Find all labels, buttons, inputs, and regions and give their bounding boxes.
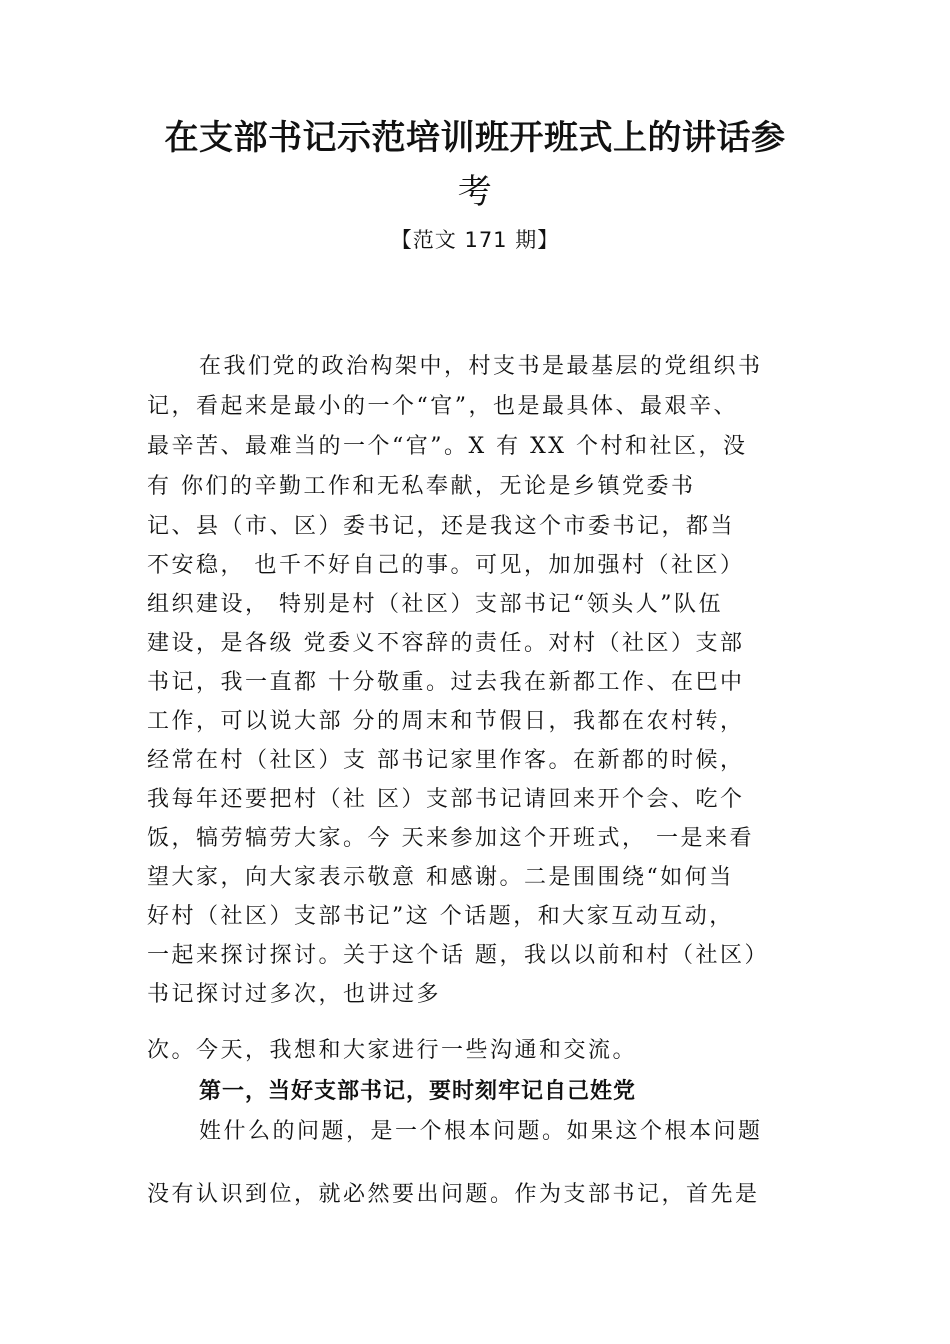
section-heading: 第一，当好支部书记，要时刻牢记自己姓党	[199, 1079, 637, 1104]
body-line: 有 你们的辛勤工作和无私奉献，无论是乡镇党委书	[147, 474, 696, 499]
body-line: 记、县（市、区）委书记，还是我这个市委书记，都当	[147, 514, 736, 539]
document-title-line-1: 在支部书记示范培训班开班式上的讲话参	[164, 118, 786, 158]
body-line: 好村（社区）支部书记”这 个话题，和大家互动互动，	[147, 904, 734, 929]
body-line: 书记探讨过多次，也讲过多	[147, 982, 442, 1007]
body-line: 建设，是各级 党委义不容辞的责任。对村（社区）支部	[147, 631, 745, 656]
body-line: 经常在村（社区）支 部书记家里作客。在新都的时候，	[147, 748, 745, 773]
body-line: 姓什么的问题，是一个根本问题。如果这个根本问题	[199, 1119, 763, 1144]
body-line: 饭，犒劳犒劳大家。今 天来参加这个开班式， 一是来看	[147, 826, 754, 851]
body-line: 望大家，向大家表示敬意 和感谢。二是围围绕“如何当	[147, 865, 734, 890]
body-line: 记，看起来是最小的一个“官”，也是最具体、最艰辛、	[147, 394, 738, 419]
body-line: 不安稳， 也千不好自己的事。可见，加加强村（社区）	[147, 553, 745, 578]
body-line: 次。今天，我想和大家进行一些沟通和交流。	[147, 1038, 638, 1063]
document-title-line-2: 考	[457, 172, 493, 212]
body-line: 在我们党的政治构架中，村支书是最基层的党组织书	[199, 354, 763, 379]
body-line: 组织建设， 特别是村（社区）支部书记“领头人”队伍	[147, 592, 723, 617]
body-line: 书记，我一直都 十分敬重。过去我在新都工作、在巴中	[147, 670, 745, 695]
body-line: 最辛苦、最难当的一个“官”。X 有 XX 个村和社区，没	[147, 434, 748, 459]
body-line: 没有认识到位，就必然要出问题。作为支部书记，首先是	[147, 1182, 760, 1207]
body-line: 工作，可以说大部 分的周末和节假日，我都在农村转，	[147, 709, 745, 734]
body-line: 一起来探讨探讨。关于这个话 题，我以以前和村（社区）	[147, 943, 769, 968]
body-line: 我每年还要把村（社 区）支部书记请回来开个会、吃个	[147, 787, 745, 812]
issue-label: 【范文 171 期】	[390, 228, 560, 252]
